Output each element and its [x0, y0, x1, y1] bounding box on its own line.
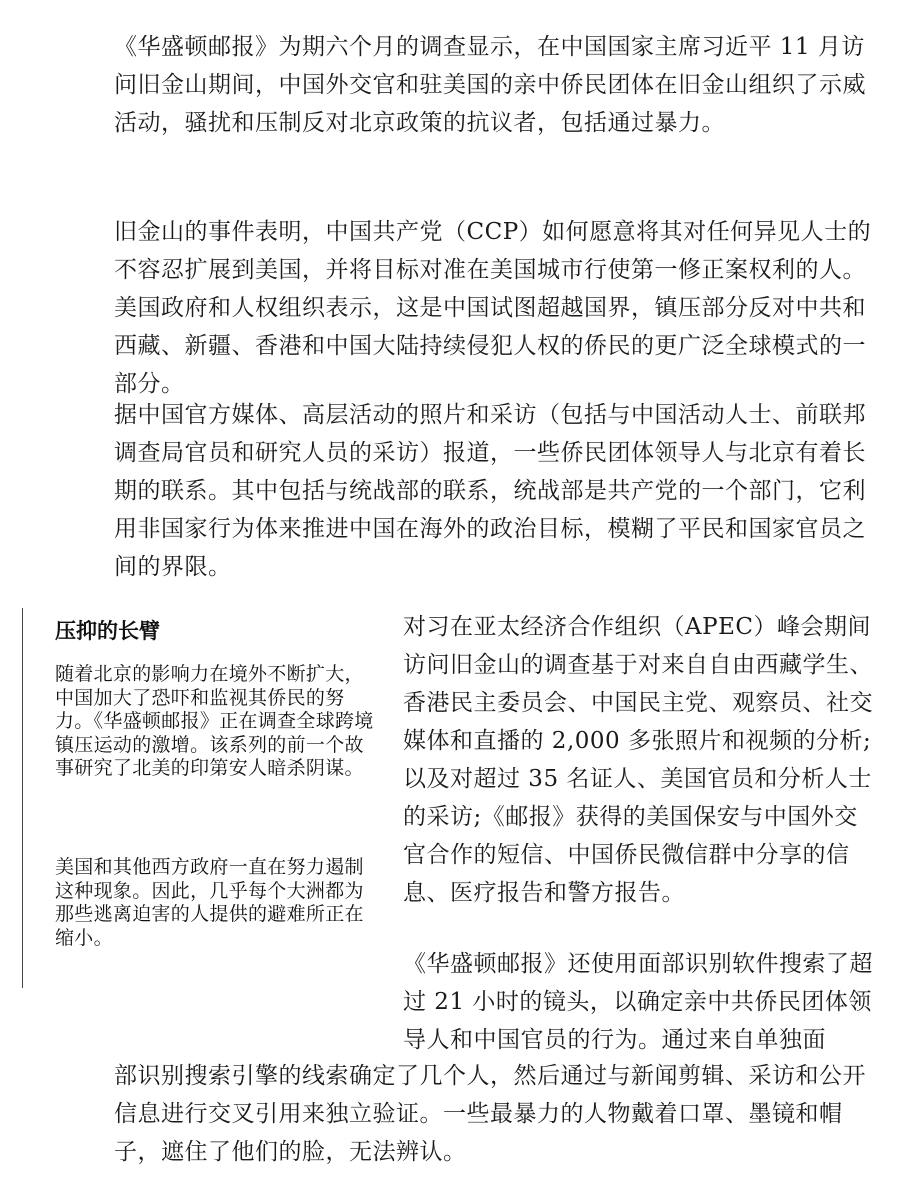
article-paragraph: 部识别搜索引擎的线索确定了几个人，然后通过与新闻剪辑、采访和公开信息进行交叉引用来独立验证。一些最暴力的人物戴着口罩、墨镜和帽子，遮住了他们的脸，无法辨认。 — [114, 1063, 866, 1165]
article-paragraph: 旧金山的事件表明，中国共产党（CCP）如何愿意将其对任何异见人士的不容忍扩展到美国，并将目标对准在美国城市行使第一修正案权利的人。美国政府和人权组织表示，这是中国试图超越国界，镇压部分反对中共和西藏、新疆、香港和中国大陆持续侵犯人权的侨民的更广泛全球模式的一部分。 — [114, 219, 872, 397]
article-paragraph: 据中国官方媒体、高层活动的照片和采访（包括与中国活动人士、前联邦调查局官员和研究人员的采访）报道，一些侨民团体领导人与北京有着长期的联系。其中包括与统战部的联系，统战部是共产党的一个部门，它利用非国家行为体来推进中国在海外的政治目标，模糊了平民和国家官员之间的界限。 — [114, 402, 866, 580]
article-paragraph: 《华盛顿邮报》为期六个月的调查显示，在中国国家主席习近平 11 月访问旧金山期间，中国外交官和驻美国的亲中侨民团体在旧金山组织了示威活动，骚扰和压制反对北京政策的抗议者，包括通过暴力。 — [114, 34, 866, 136]
article-paragraph: 对习在亚太经济合作组织（APEC）峰会期间访问旧金山的调查基于对来自自由西藏学生、香港民主委员会、中国民主党、观察员、社交媒体和直播的 2,000 多张照片和视频的分析;以及对超过 35 名证人、美国官员和分析人士的采访;《邮报》获得的美国保安与中国外交官合作的短信、中国侨民微信群中分享的信息、医疗报告和警方报告。 — [403, 614, 873, 906]
sidebar-title: 压抑的长臂 — [55, 619, 160, 643]
article-paragraph: 《华盛顿邮报》还使用面部识别软件搜索了超过 21 小时的镜头，以确定亲中共侨民团体领导人和中国官员的行为。通过来自单独面 — [403, 951, 873, 1053]
sidebar-paragraph: 随着北京的影响力在境外不断扩大，中国加大了恐吓和监视其侨民的努力。《华盛顿邮报》正在调查全球跨境镇压运动的激增。该系列的前一个故事研究了北美的印第安人暗杀阴谋。 — [55, 663, 374, 779]
sidebar-box — [22, 608, 378, 988]
sidebar-paragraph: 美国和其他西方政府一直在努力遏制这种现象。因此，几乎每个大洲都为那些逃离迫害的人提供的避难所正在缩小。 — [55, 856, 364, 949]
